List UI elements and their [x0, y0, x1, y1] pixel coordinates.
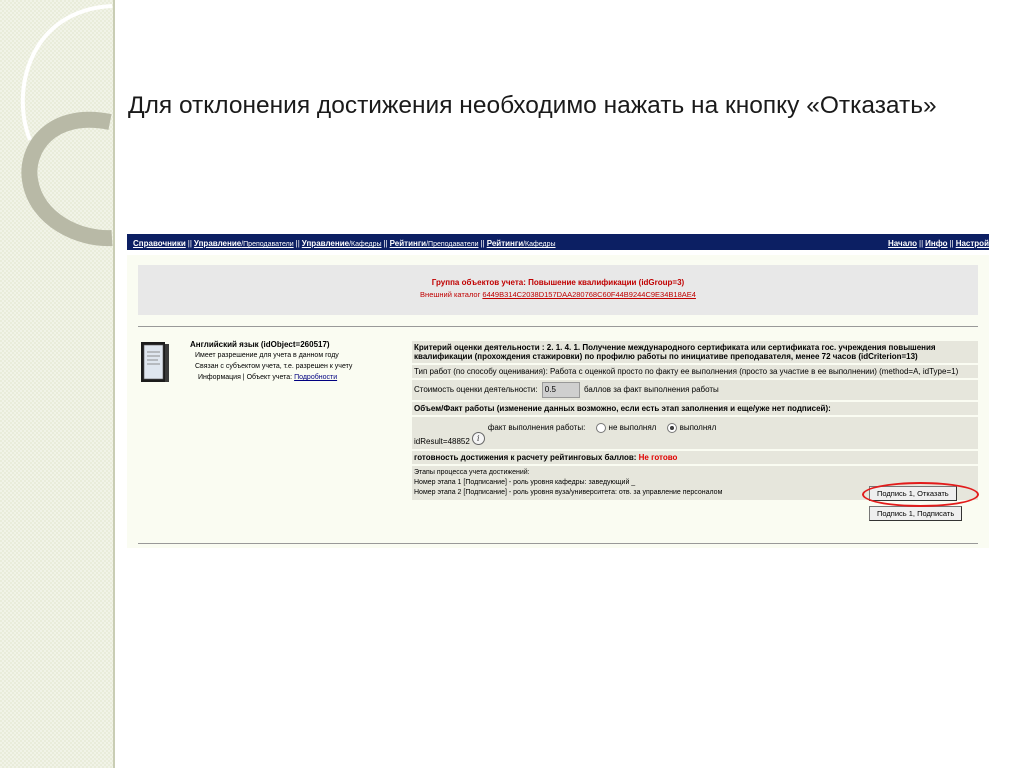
volume-header: Объем/Факт работы (изменение данных возможно, если есть этап заполнения и еще/уже нет подписей): — [412, 402, 978, 415]
nav-left-menu: Справочники || Управление/Преподаватели || Управление/Кафедры || Рейтинги/Преподаватели || Рейтинги/Кафедры — [133, 239, 556, 248]
external-catalog: Внешний каталог 6449B314C2038D157DAA280768C60F44B9244C9E34B18AE4 — [420, 290, 696, 299]
highlight-oval — [862, 482, 979, 507]
nav-info[interactable]: Инфо — [925, 239, 948, 248]
readiness-status: Не готово — [638, 453, 678, 462]
object-link-status: Связан с субъектом учета, т.е. разрешен к учету — [195, 363, 353, 370]
nav-manage-teachers[interactable]: Управление/Преподаватели — [193, 239, 294, 248]
decorative-arcs — [0, 0, 130, 260]
nav-settings[interactable]: Настрой — [955, 239, 989, 248]
nav-manage-departments[interactable]: Управление/Кафедры — [301, 239, 382, 248]
cost-field[interactable]: 0.5 — [542, 382, 580, 398]
id-result: idResult=48852 — [414, 437, 470, 446]
app-screenshot — [127, 230, 989, 548]
reject-button[interactable]: Подпись 1, Отказать — [869, 486, 957, 501]
radio-not-done[interactable] — [596, 423, 606, 433]
info-icon[interactable]: i — [472, 432, 485, 445]
readiness-row: готовность достижения к расчету рейтинговых баллов: Не готово — [412, 451, 978, 464]
object-name: Английский язык (idObject=260517) — [190, 340, 330, 349]
group-header — [138, 265, 978, 315]
fact-empty-cell — [856, 417, 978, 449]
book-icon — [140, 340, 170, 386]
criterion-table — [412, 339, 978, 502]
fact-row: idResult=48852 i факт выполнения работы: не выполнял выполнял — [412, 417, 856, 449]
nav-handbooks[interactable]: Справочники — [133, 239, 186, 248]
work-type: Тип работ (по способу оценивания): Работа с оценкой просто по факту ее выполнения (просто за участие в ее выполнении) (method=A, idType=1) — [412, 365, 978, 378]
nav-right-menu: Начало || Инфо || Настрой — [888, 239, 989, 248]
group-title: Группа объектов учета: Повышение квалификации (idGroup=3) — [431, 278, 685, 287]
radio-done[interactable] — [667, 423, 677, 433]
top-navbar — [127, 230, 989, 255]
nav-ratings-teachers[interactable]: Рейтинги/Преподаватели — [389, 239, 479, 248]
criterion-title: Критерий оценки деятельности : 2. 1. 4. 1. Получение международного сертификата или сертификата гос. учреждения повышения квалификации (прохождения стажировки) по профилю работы по инициативе преподавателя, менее 72 часов (idCriterion=13) — [412, 341, 978, 363]
divider-bottom — [138, 543, 978, 544]
nav-ratings-departments[interactable]: Рейтинги/Кафедры — [486, 239, 556, 248]
cost-row: Стоимость оценки деятельности: 0.5 баллов за факт выполнения работы — [412, 380, 978, 400]
stage-2: Номер этапа 2 [Подписание] - роль уровня вуза/университета: отв. за управление персоналом — [414, 489, 723, 496]
stage-1: Номер этапа 1 [Подписание] - роль уровня кафедры: заведующий _ — [414, 479, 636, 486]
nav-home[interactable]: Начало — [888, 239, 918, 248]
stages-title: Этапы процесса учета достижений: — [414, 469, 530, 476]
details-link[interactable]: Подробности — [294, 374, 338, 381]
catalog-link[interactable]: 6449B314C2038D157DAA280768C60F44B9244C9E34B18AE4 — [482, 290, 696, 299]
object-info: Английский язык (idObject=260517) Имеет разрешение для учета в данном году Связан с субъектом учета, т.е. разрешен к учету Информация | Объект учета: Подробности — [190, 340, 353, 381]
sign-button[interactable]: Подпись 1, Подписать — [869, 506, 962, 521]
slide-title: Для отклонения достижения необходимо нажать на кнопку «Отказать» — [128, 92, 937, 119]
divider — [138, 326, 978, 327]
object-permission: Имеет разрешение для учета в данном году — [195, 352, 339, 359]
